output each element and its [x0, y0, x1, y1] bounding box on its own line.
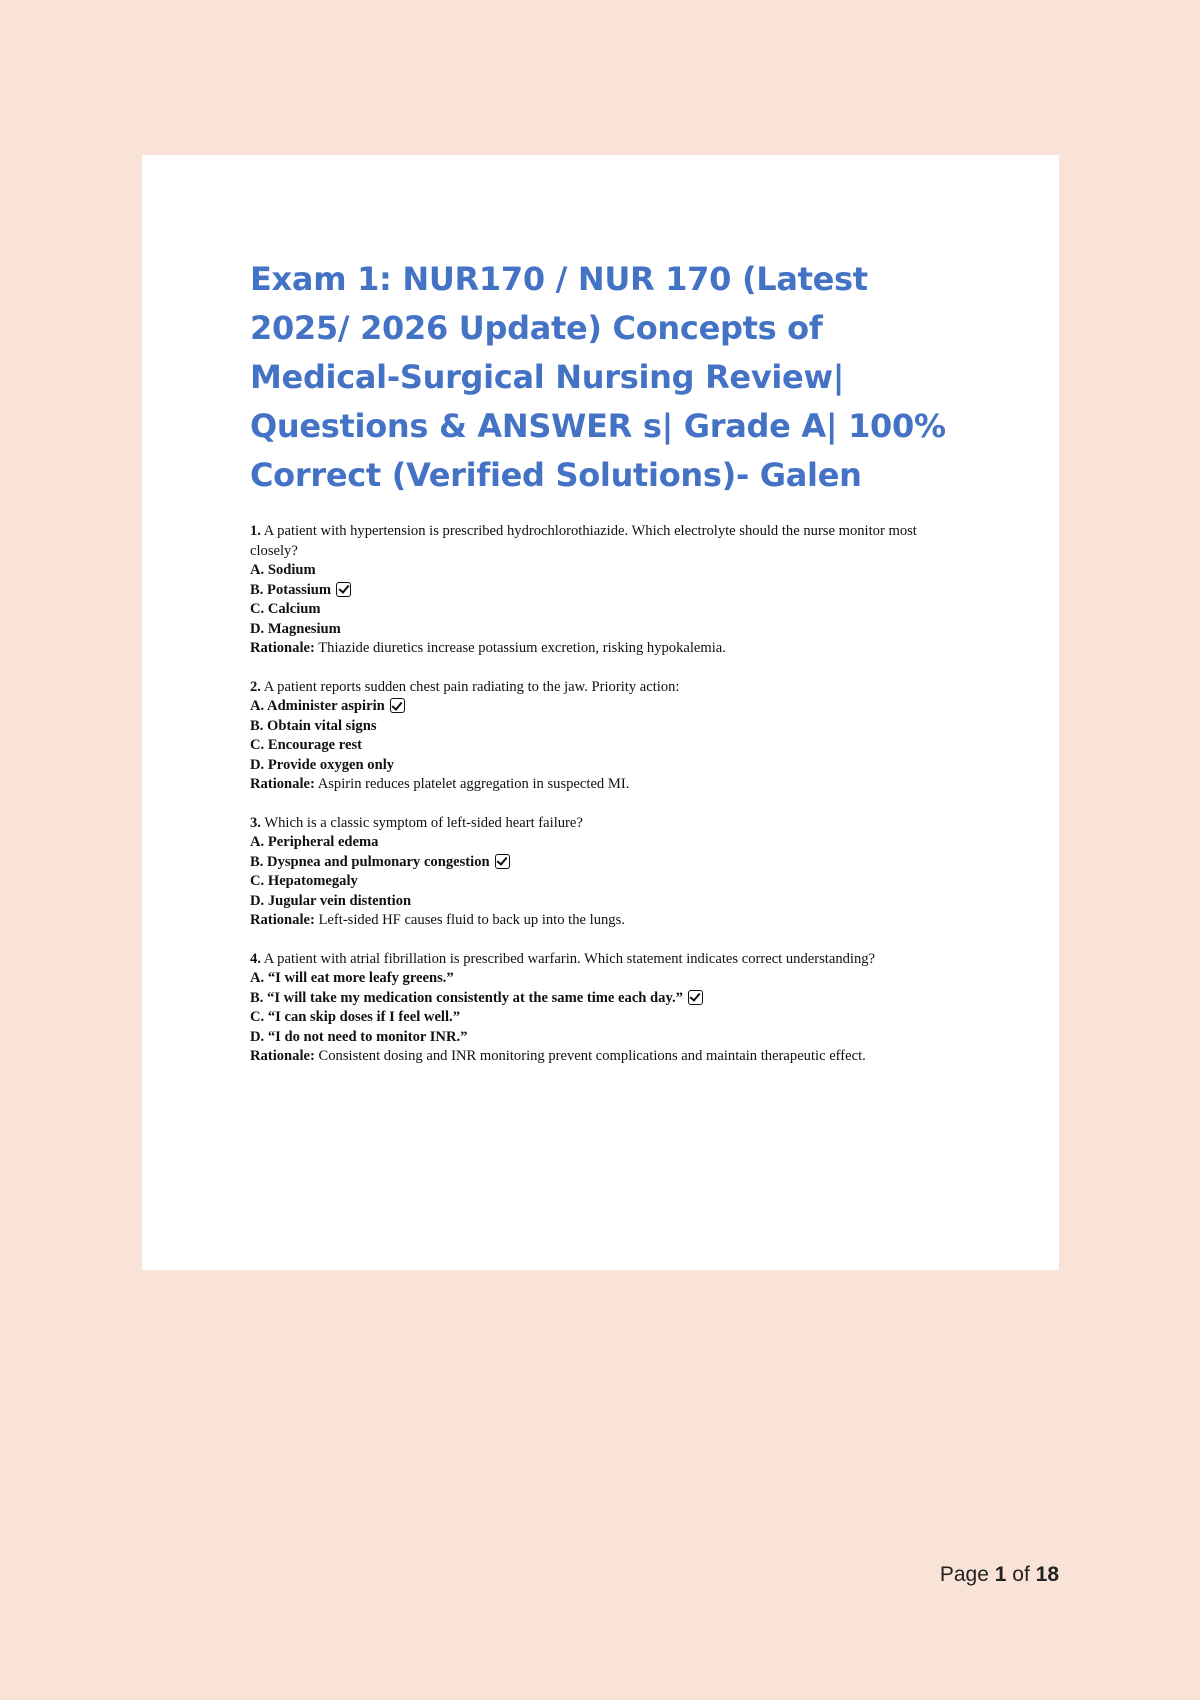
answer-option-text: A. Peripheral edema [250, 834, 379, 850]
answer-option [250, 581, 950, 601]
answer-option-text: D. Magnesium [250, 620, 341, 637]
rationale-label: Rationale: [250, 1048, 315, 1064]
answer-option-text: A. Sodium [250, 562, 316, 578]
answer-option-text: A. Administer aspirin [250, 698, 385, 714]
question-block [250, 678, 950, 795]
answer-option [250, 853, 950, 873]
rationale-label: Rationale: [250, 912, 315, 928]
rationale-text: Consistent dosing and INR monitoring prevent complications and maintain therapeutic effect. [318, 1048, 866, 1064]
answer-option [250, 1008, 950, 1028]
rationale-text: Thiazide diuretics increase potassium excretion, risking hypokalemia. [318, 640, 726, 656]
question-block [250, 814, 950, 931]
answer-option-text: C. Hepatomegaly [250, 873, 358, 889]
question-number: 4. [250, 950, 261, 967]
answer-option-text: C. Calcium [250, 601, 321, 617]
answer-option [250, 756, 950, 776]
question-text: A patient reports sudden chest pain radiating to the jaw. Priority action: [263, 678, 680, 695]
document-page [142, 155, 1059, 1270]
answer-option-text: B. Obtain vital signs [250, 717, 377, 734]
question-stem [250, 950, 950, 970]
question-stem [250, 814, 950, 834]
question-text: A patient with atrial fibrillation is prescribed warfarin. Which statement indicates correct understanding? [263, 950, 876, 967]
rationale [250, 1047, 950, 1067]
of-label: of [1012, 1563, 1030, 1586]
rationale [250, 639, 950, 659]
question-number: 3. [250, 814, 261, 831]
question-text: Which is a classic symptom of left-sided heart failure? [264, 814, 583, 831]
answer-option [250, 1028, 950, 1048]
question-number: 1. [250, 523, 261, 539]
question-stem [250, 522, 950, 561]
answer-option [250, 620, 950, 640]
page-label: Page [939, 1563, 989, 1586]
answer-option [250, 561, 950, 581]
page-footer [940, 1563, 1059, 1587]
question-block [250, 950, 950, 1067]
rationale-text: Aspirin reduces platelet aggregation in suspected MI. [317, 776, 630, 792]
answer-option-text: B. Dyspnea and pulmonary congestion [250, 853, 490, 870]
question-block [250, 522, 950, 659]
page-content [250, 255, 950, 1086]
question-text: A patient with hypertension is prescribed hydrochlorothiazide. Which electrolyte should the nurse monitor most closely? [250, 523, 917, 559]
question-list [250, 522, 950, 1067]
answer-option [250, 969, 950, 989]
rationale-label: Rationale: [250, 776, 315, 792]
answer-option [250, 892, 950, 912]
rationale [250, 775, 950, 795]
rationale-label: Rationale: [250, 640, 315, 656]
question-number: 2. [250, 678, 261, 695]
answer-option-text: A. “I will eat more leafy greens.” [250, 970, 454, 986]
checkbox-checked-icon [336, 582, 351, 597]
answer-option-text: C. “I can skip doses if I feel well.” [250, 1009, 460, 1025]
answer-option [250, 697, 950, 717]
page-total: 18 [1035, 1563, 1059, 1586]
answer-option [250, 989, 950, 1009]
question-stem [250, 678, 950, 698]
page-current: 1 [994, 1563, 1007, 1586]
answer-option [250, 717, 950, 737]
answer-option [250, 736, 950, 756]
answer-option-text: B. Potassium [250, 581, 332, 598]
answer-option-text: D. “I do not need to monitor INR.” [250, 1028, 468, 1045]
rationale-text: Left-sided HF causes fluid to back up into the lungs. [318, 912, 625, 928]
answer-option [250, 872, 950, 892]
rationale [250, 911, 950, 931]
answer-option [250, 833, 950, 853]
checkbox-checked-icon [688, 990, 703, 1005]
checkbox-checked-icon [390, 698, 405, 713]
answer-option-text: B. “I will take my medication consistently at the same time each day.” [250, 989, 683, 1006]
document-title: Exam 1: NUR170 / NUR 170 (Latest 2025/ 2026 Update) Concepts of Medical-Surgical Nursing Review| Questions & ANSWER s| Grade A| 100% Correct (Verified Solutions)- Galen [250, 260, 946, 494]
checkbox-checked-icon [495, 854, 510, 869]
answer-option-text: D. Provide oxygen only [250, 756, 395, 773]
answer-option [250, 600, 950, 620]
answer-option-text: D. Jugular vein distention [250, 892, 412, 909]
answer-option-text: C. Encourage rest [250, 737, 363, 753]
